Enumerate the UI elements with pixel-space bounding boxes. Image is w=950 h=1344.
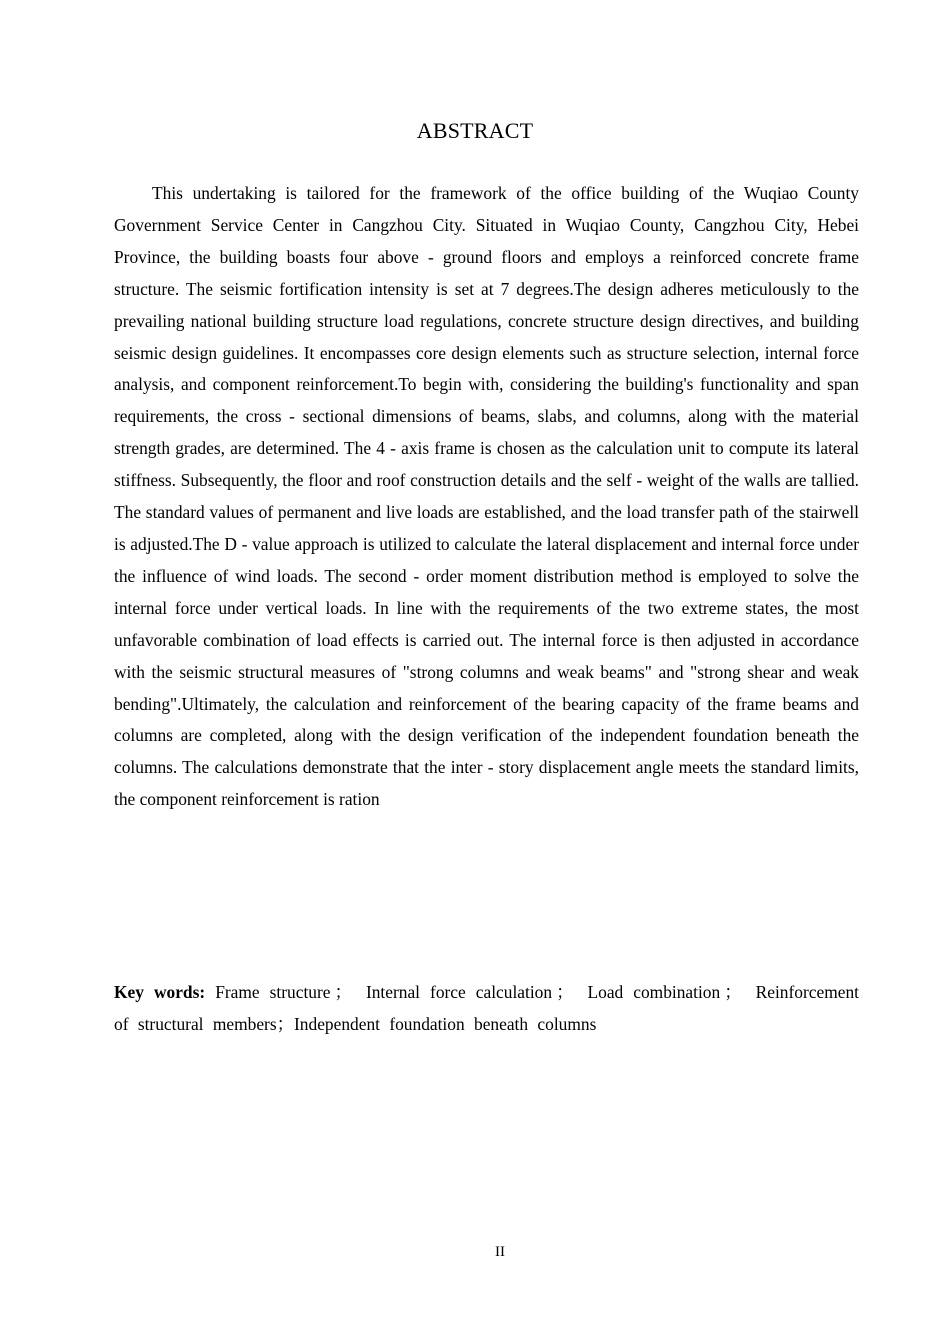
keyword-separator: ； bbox=[334, 982, 352, 1002]
keywords-paragraph bbox=[114, 976, 859, 1040]
keyword-separator: ； bbox=[556, 982, 574, 1002]
keyword-item: Load combination bbox=[587, 982, 721, 1002]
keyword-separator: ； bbox=[276, 1014, 295, 1034]
keyword-item: Frame structure bbox=[215, 982, 331, 1002]
keywords-label: Key words: bbox=[114, 982, 206, 1002]
keyword-item: Internal force calculation bbox=[365, 982, 553, 1002]
abstract-title: ABSTRACT bbox=[416, 118, 534, 143]
abstract-body: This undertaking is tailored for the framework of the office building of the Wuqiao County Government Service Center in Cangzhou City. Situated in Wuqiao County, Cangzhou City, Hebei Province, the building boasts four above - ground floors and employs a reinforced concrete frame structure. The seismic fortification intensity is set at 7 degrees.The design adheres meticulously to the prevailing national building structure load regulations, concrete structure design directives, and building seismic design guidelines. It encompasses core design elements such as structure selection, internal force analysis, and component reinforcement.To begin with, considering the building's functionality and span requirements, the cross - sectional dimensions of beams, slabs, and columns, along with the material strength grades, are determined. The 4 - axis frame is chosen as the calculation unit to compute its lateral stiffness. Subsequently, the floor and roof construction details and the self - weight of the walls are tallied. The standard values of permanent and live loads are established, and the load transfer path of the stairwell is adjusted.The D - value approach is utilized to calculate the lateral displacement and internal force under the influence of wind loads. The second - order moment distribution method is employed to solve the internal force under vertical loads. In line with the requirements of the two extreme states, the most unfavorable combination of load effects is carried out. The internal force is then adjusted in accordance with the seismic structural measures of "strong columns and weak beams" and "strong shear and weak bending".Ultimately, the calculation and reinforcement of the bearing capacity of the frame beams and columns are completed, along with the design verification of the independent foundation beneath the columns. The calculations demonstrate that the inter - story displacement angle meets the standard limits, the component reinforcement is ration bbox=[114, 183, 859, 810]
page-number: II bbox=[495, 1244, 505, 1260]
keyword-separator: ； bbox=[724, 982, 742, 1002]
keyword-item: Reinforcement of structural members bbox=[114, 982, 859, 1034]
keyword-item: Independent foundation beneath columns bbox=[294, 1014, 597, 1034]
